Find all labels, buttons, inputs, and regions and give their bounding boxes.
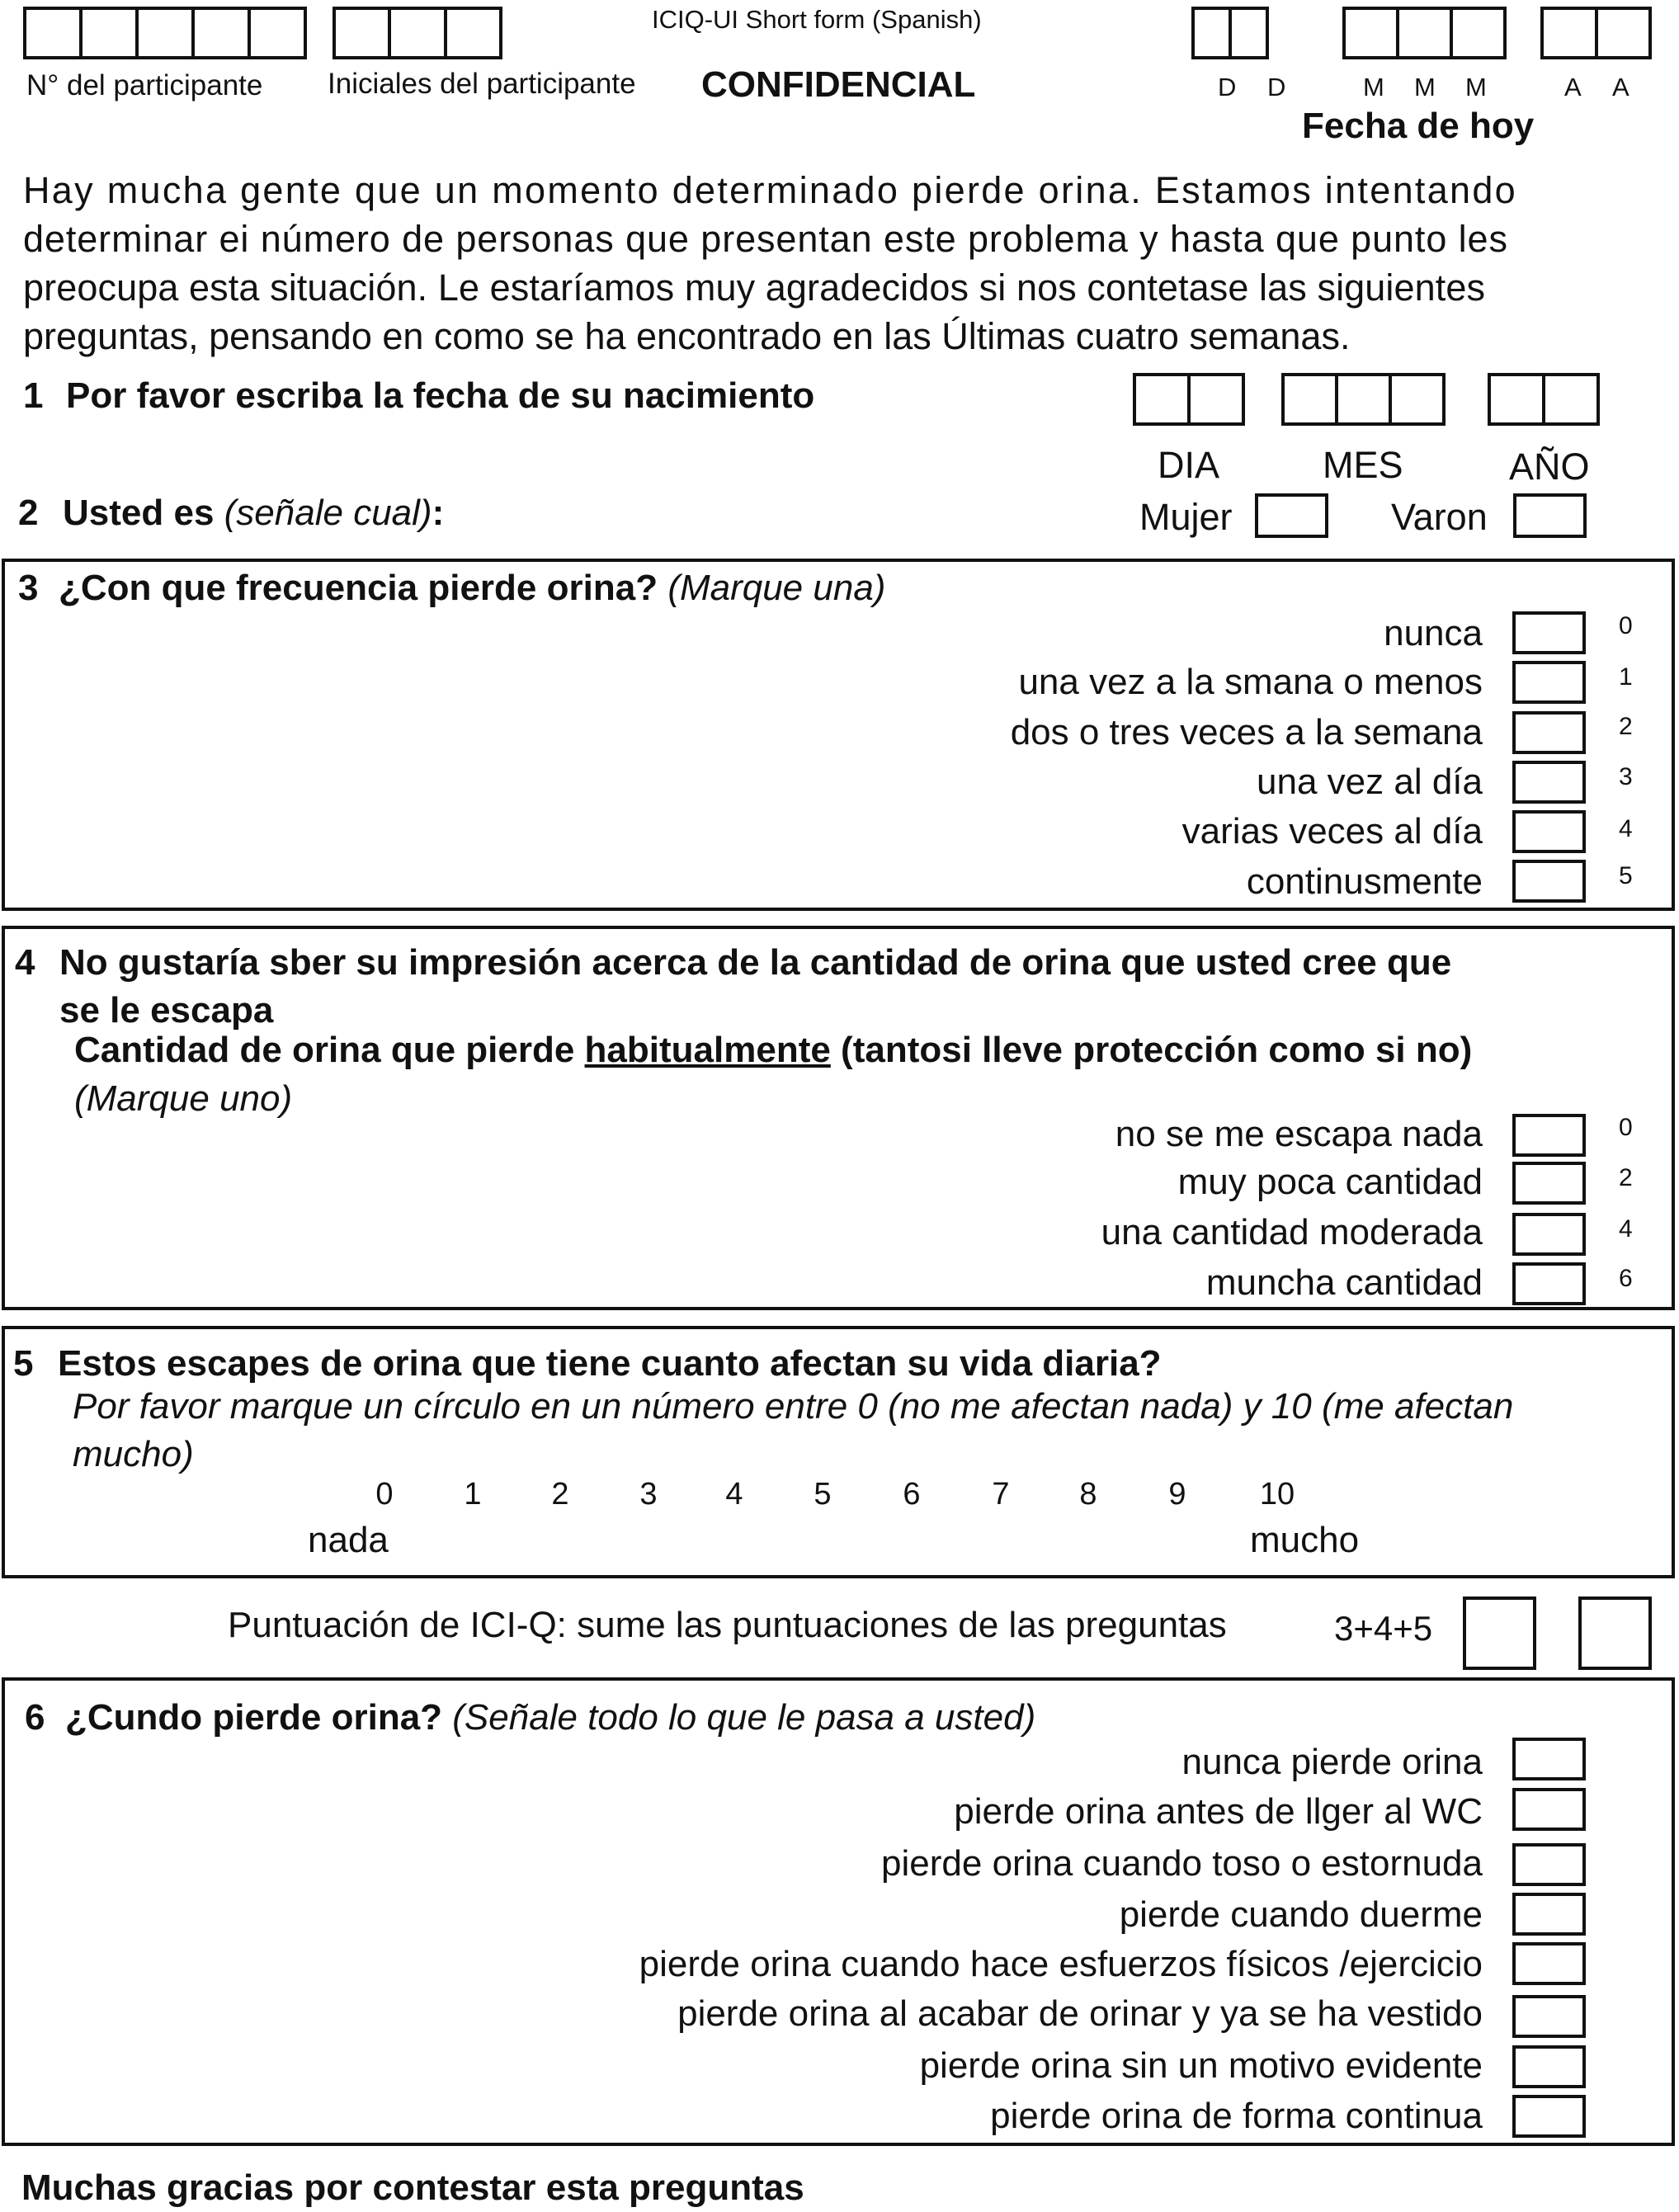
female-label: Mujer [1139,496,1233,538]
q2-question: Usted es [63,493,215,533]
q6-option-checkbox[interactable] [1512,1843,1586,1886]
participant-initials-boxes[interactable] [332,7,502,59]
q6-option-checkbox[interactable] [1512,1738,1586,1780]
birth-year-boxes[interactable] [1488,373,1600,426]
q3-hint: (Marque una) [667,568,886,608]
intro-line: preguntas, pensando en como se ha encontrado en las Últimas cuatro semanas. [23,315,1351,357]
scale-option-5[interactable]: 5 [814,1477,832,1512]
q6-option-checkbox[interactable] [1512,2045,1586,2088]
q4-option-checkbox[interactable] [1512,1114,1586,1157]
scale-option-1[interactable]: 1 [464,1477,482,1512]
total-score-label: Puntuación de ICI-Q: sume las puntuaciones de las preguntas [228,1605,1227,1645]
form-title: ICIQ-UI Short form (Spanish) [652,5,982,34]
q3-option-checkbox[interactable] [1512,860,1586,903]
q4-hint: (Marque uno) [74,1078,293,1119]
q3-option-checkbox[interactable] [1512,711,1586,754]
birth-year-label: AÑO [1509,446,1590,488]
q4-option-checkbox[interactable] [1512,1162,1586,1205]
q5-text: Estos escapes de orina que tiene cuanto afectan su vida diaria? [58,1343,1162,1384]
q3-option-score: 1 [1619,663,1633,691]
male-label: Varon [1391,496,1488,538]
total-score-box-units[interactable] [1578,1597,1652,1670]
scale-option-7[interactable]: 7 [992,1477,1010,1512]
question-number: 1 [23,375,44,416]
scale-option-4[interactable]: 4 [725,1477,743,1512]
q6-option-label: pierde orina sin un motivo evidente [919,2045,1483,2086]
date-sublabel: M [1414,73,1436,101]
participant-number-label: N° del participante [26,69,263,101]
q6-option-label: pierde orina antes de llger al WC [954,1791,1483,1832]
q6-option-checkbox[interactable] [1512,1942,1586,1985]
q4-option-checkbox[interactable] [1512,1213,1586,1256]
q3-option-checkbox[interactable] [1512,661,1586,704]
q5-hint-line2: mucho) [73,1434,194,1474]
scale-option-10[interactable]: 10 [1259,1477,1295,1512]
q3-title [18,568,885,609]
q6-option-label: pierde orina al acabar de orinar y ya se ha vestido [677,1993,1483,2034]
q4-option-score: 6 [1619,1265,1633,1292]
q4-sub-before: Cantidad de orina que pierde [74,1030,585,1070]
date-month-boxes[interactable] [1342,7,1507,59]
date-sublabel: M [1363,73,1384,101]
question-number: 5 [13,1343,34,1384]
question-number: 3 [18,568,39,608]
q3-option-checkbox[interactable] [1512,611,1586,654]
scale-low-label: nada [308,1520,389,1560]
participant-number-boxes[interactable] [23,7,307,59]
q3-option-score: 3 [1619,763,1633,790]
q6-option-checkbox[interactable] [1512,1788,1586,1831]
q4-text-line2: se le escapa [59,990,274,1031]
q3-option-label: dos o tres veces a la semana [1010,712,1483,752]
scale-option-0[interactable]: 0 [375,1477,394,1512]
scale-option-6[interactable]: 6 [903,1477,921,1512]
q6-question: ¿Cundo pierde orina? [64,1697,443,1738]
date-sublabel: A [1612,73,1629,101]
q2-text [63,493,444,534]
scale-option-3[interactable]: 3 [639,1477,658,1512]
q6-option-label: pierde cuando duerme [1119,1894,1483,1935]
q5-hint-line1: Por favor marque un círculo en un número entre 0 (no me afectan nada) y 10 (me afectan [73,1386,1514,1427]
q4-option-label: una cantidad moderada [1101,1212,1483,1252]
q3-option-label: nunca [1384,613,1483,653]
confidential-label: CONFIDENCIAL [701,64,976,105]
intro-line: determinar ei número de personas que presentan este problema y hasta que punto les [23,218,1508,260]
q6-title [25,1697,1035,1738]
q4-option-label: muncha cantidad [1205,1262,1483,1303]
q6-option-label: nunca pierde orina [1181,1742,1483,1782]
q6-option-label: pierde orina cuando hace esfuerzos físicos /ejercicio [639,1944,1483,1984]
q6-option-checkbox[interactable] [1512,1995,1586,2038]
q3-option-checkbox[interactable] [1512,810,1586,853]
q6-hint: (Señale todo lo que le pasa a usted) [452,1697,1036,1738]
participant-initials-label: Iniciales del participante [328,68,636,100]
q3-option-label: varias veces al día [1181,811,1483,851]
q3-option-score: 5 [1619,862,1633,889]
q3-option-score: 0 [1619,612,1633,639]
date-year-boxes[interactable] [1540,7,1652,59]
q3-option-label: continusmente [1246,861,1483,902]
q6-option-label: pierde orina cuando toso o estornuda [881,1843,1483,1884]
q3-question: ¿Con que frecuencia pierde orina? [58,568,658,608]
date-sublabel: A [1564,73,1582,101]
date-sublabel: D [1267,73,1286,101]
q4-option-checkbox[interactable] [1512,1262,1586,1305]
date-day-boxes[interactable] [1191,7,1269,59]
scale-option-9[interactable]: 9 [1168,1477,1186,1512]
question-number: 4 [15,942,35,983]
question-number: 6 [25,1697,45,1738]
total-score-box-tens[interactable] [1463,1597,1536,1670]
birth-month-label: MES [1323,444,1403,486]
q6-option-checkbox[interactable] [1512,1893,1586,1936]
q4-option-score: 0 [1619,1114,1633,1141]
female-checkbox[interactable] [1255,493,1328,538]
q3-option-checkbox[interactable] [1512,761,1586,804]
date-sublabel: D [1218,73,1237,101]
q2-colon: : [432,493,445,533]
q4-sub-underlined: habitualmente [584,1030,831,1070]
intro-line: Hay mucha gente que un momento determinado pierde orina. Estamos intentando [23,169,1517,211]
q2-hint: (señale cual) [224,493,432,533]
birth-day-boxes[interactable] [1133,373,1245,426]
q6-option-label: pierde orina de forma continua [990,2096,1483,2136]
scale-option-8[interactable]: 8 [1079,1477,1097,1512]
q3-option-score: 2 [1619,713,1633,740]
q3-option-label: una vez a la smana o menos [1018,662,1483,702]
intro-line: preocupa esta situación. Le estaríamos muy agradecidos si nos contetase las siguientes [23,266,1486,309]
q4-option-label: muy poca cantidad [1177,1162,1483,1202]
male-checkbox[interactable] [1513,493,1587,538]
q4-text-line1: No gustaría sber su impresión acerca de la cantidad de orina que usted cree que [59,942,1452,983]
date-sublabel: M [1465,73,1487,101]
q4-subtitle [74,1030,1472,1071]
q4-option-score: 2 [1619,1164,1633,1191]
q6-option-checkbox[interactable] [1512,2095,1586,2138]
q4-option-score: 4 [1619,1215,1633,1243]
date-label: Fecha de hoy [1302,106,1535,146]
scale-option-2[interactable]: 2 [551,1477,569,1512]
birth-month-boxes[interactable] [1281,373,1446,426]
scale-high-label: mucho [1250,1520,1360,1560]
q4-option-label: no se me escapa nada [1115,1114,1483,1154]
q3-option-label: una vez al día [1257,762,1483,802]
q4-sub-after: (tantosi lleve protección como si no) [830,1030,1473,1070]
birth-day-label: DIA [1158,444,1220,486]
thanks-message: Muchas gracias por contestar esta preguntas [21,2167,804,2208]
total-score-formula: 3+4+5 [1334,1609,1433,1648]
question-number: 2 [18,493,39,533]
q3-option-score: 4 [1619,815,1633,842]
q1-text: Por favor escriba la fecha de su nacimiento [66,375,815,416]
